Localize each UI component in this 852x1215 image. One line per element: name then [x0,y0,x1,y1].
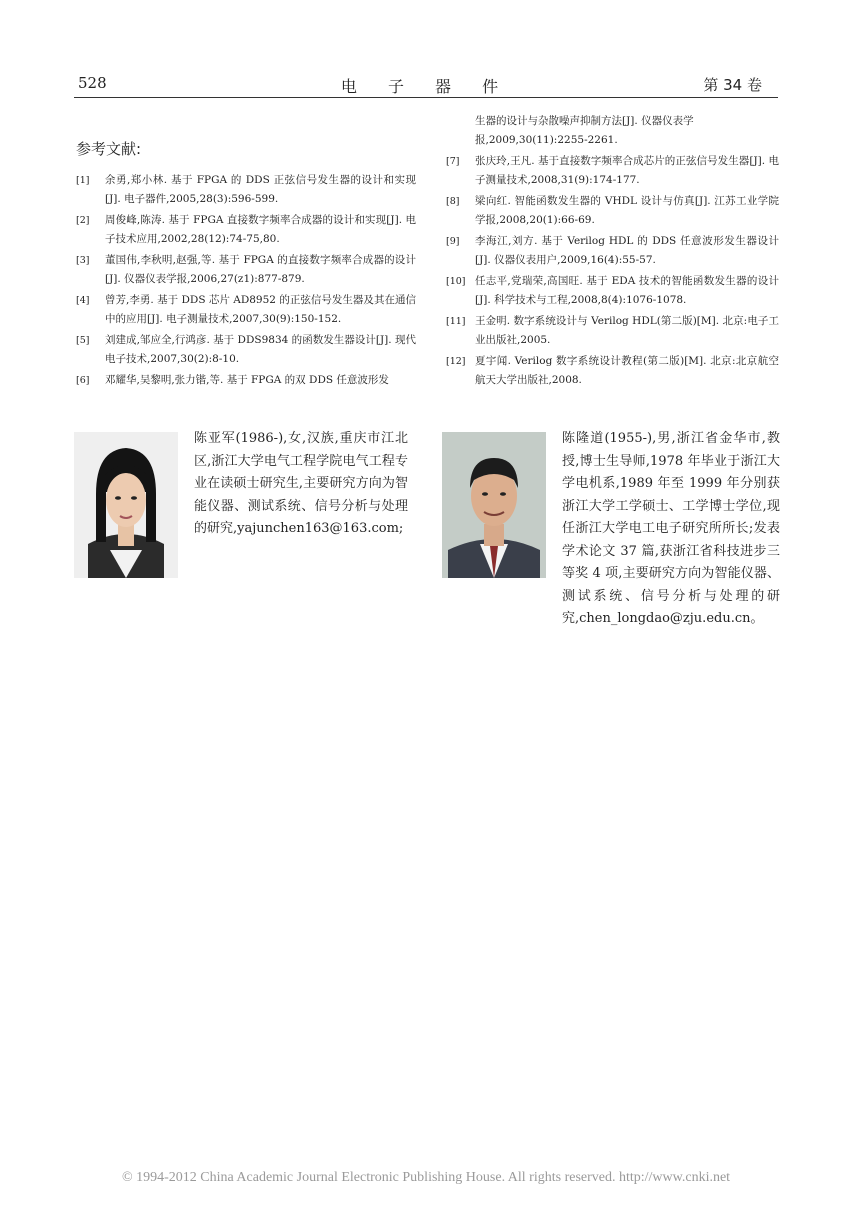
reference-continuation: 生器的设计与杂散噪声抑制方法[J]. 仪器仪表学报,2009,30(11):2255-2261. [475,115,694,146]
reference-item [76,251,416,289]
reference-text: 梁向红. 智能函数发生器的 VHDL 设计与仿真[J]. 江苏工业学院学报,2008,20(1):66-69. [475,195,779,226]
reference-number: [2] [76,215,90,226]
reference-text: 任志平,党瑞荣,高国旺. 基于 EDA 技术的智能函数发生器的设计[J]. 科学技术与工程,2008,8(4):1076-1078. [475,275,779,306]
reference-text: 曾芳,李勇. 基于 DDS 芯片 AD8952 的正弦信号发生器及其在通信中的应用[J]. 电子测量技术,2007,30(9):150-152. [105,294,416,325]
male-portrait-icon [442,432,546,578]
reference-text: 刘建成,邹应全,行鸿彦. 基于 DDS9834 的函数发生器设计[J]. 现代电子技术,2007,30(2):8-10. [105,334,416,365]
reference-number: [12] [446,356,466,367]
reference-text: 邓耀华,吴黎明,张力锴,等. 基于 FPGA 的双 DDS 任意波形发 [105,374,389,386]
references-heading: 参考文献: [76,140,142,158]
reference-item [76,291,416,329]
reference-number: [4] [76,295,90,306]
author-bio-chen-yajun: 陈亚军(1986-),女,汉族,重庆市江北区,浙江大学电气工程学院电气工程专业在读硕士研究生,主要研究方向为智能仪器、测试系统、信号分析与处理的研究,yajunchen163@163.com; [194,431,408,536]
reference-item [446,152,779,190]
reference-text: 张庆玲,王凡. 基于直接数字频率合成芯片的正弦信号发生器[J]. 电子测量技术,2008,31(9):174-177. [475,155,779,186]
female-portrait-icon [74,432,178,578]
reference-item [446,352,779,390]
reference-item [446,192,779,230]
references-right-column [446,112,779,392]
reference-item [76,171,416,209]
reference-item [76,211,416,249]
reference-text: 王金明. 数字系统设计与 Verilog HDL(第二版)[M]. 北京:电子工业出版社,2005. [475,315,779,346]
reference-number: [6] [76,375,90,386]
reference-number: [3] [76,255,90,266]
reference-item [76,331,416,369]
reference-item [446,272,779,310]
reference-number: [11] [446,316,466,327]
reference-text: 李海江,刘方. 基于 Verilog HDL 的 DDS 任意波形发生器设计[J]. 仪器仪表用户,2009,16(4):55-57. [475,235,779,266]
reference-item [76,371,416,390]
reference-number: [9] [446,236,460,247]
reference-number: [5] [76,335,90,346]
references-left-column [76,171,416,392]
author-photo-chen-yajun [74,432,178,578]
page-number: 528 [78,74,107,92]
reference-text: 夏宇闻. Verilog 数字系统设计教程(第二版)[M]. 北京:北京航空航天大学出版社,2008. [475,355,779,386]
reference-number: [7] [446,156,460,167]
copyright-footer: © 1994-2012 China Academic Journal Electronic Publishing House. All rights reserved. http://www.cnki.net [121,1170,731,1185]
header-divider [74,97,778,98]
author-bio-chen-longdao: 陈隆道(1955-),男,浙江省金华市,教授,博士生导师,1978 年毕业于浙江大学电机系,1989 年至 1999 年分别获浙江大学工学硕士、工学博士学位,现任浙江大学电工电子研究所所长;发表学术论文 37 篇,获浙江省科技进步三等奖 4 项,主要研究方向为智能仪器、测试系统、信号分析与处理的研究,chen_longdao@zju.edu.cn。 [562,431,780,626]
reference-item [446,312,779,350]
author-photo-chen-longdao [442,432,546,578]
journal-title: 电 子 器 件 [340,77,512,96]
reference-text: 董国伟,李秋明,赵强,等. 基于 FPGA 的直接数字频率合成器的设计[J]. 仪器仪表学报,2006,27(z1):877-879. [105,254,416,285]
reference-number: [10] [446,276,466,287]
reference-item [446,232,779,270]
reference-text: 余勇,郑小林. 基于 FPGA 的 DDS 正弦信号发生器的设计和实现[J]. 电子器件,2005,28(3):596-599. [105,174,416,205]
reference-text: 周俊峰,陈涛. 基于 FPGA 直接数字频率合成器的设计和实现[J]. 电子技术应用,2002,28(12):74-75,80. [105,214,416,245]
reference-number: [8] [446,196,460,207]
reference-number: [1] [76,175,90,186]
volume-label: 第 34 卷 [703,76,762,94]
